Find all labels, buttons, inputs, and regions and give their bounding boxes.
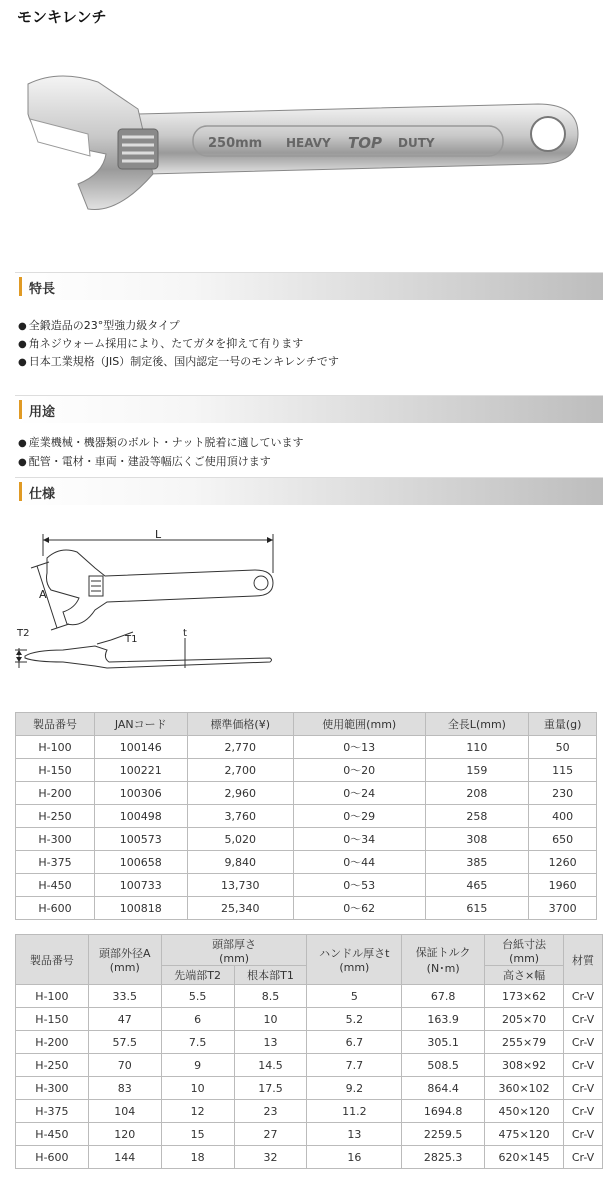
- spec-table-pricing: [15, 712, 597, 920]
- table-cell: 6: [161, 1008, 234, 1031]
- section-header-uses: [15, 395, 603, 423]
- table-cell: 3700: [529, 897, 597, 920]
- table-cell: 2,960: [187, 782, 293, 805]
- table-cell: 10: [161, 1077, 234, 1100]
- table-cell: Cr-V: [564, 1054, 603, 1077]
- table-cell: Cr-V: [564, 1123, 603, 1146]
- table-cell: 144: [88, 1146, 161, 1169]
- table-cell: H-300: [16, 1077, 89, 1100]
- size-mark: 250mm: [208, 136, 263, 151]
- table-row: [16, 874, 597, 897]
- table-cell: 159: [425, 759, 529, 782]
- table-cell: 25,340: [187, 897, 293, 920]
- table-row: [16, 897, 597, 920]
- table-cell: 650: [529, 828, 597, 851]
- dimension-diagram: [15, 528, 290, 683]
- table-row: [16, 1146, 603, 1169]
- table-cell: 100498: [94, 805, 187, 828]
- table-cell: 16: [307, 1146, 402, 1169]
- table-cell: 14.5: [234, 1054, 307, 1077]
- table-cell: 450×120: [485, 1100, 564, 1123]
- table-cell: H-200: [16, 782, 95, 805]
- table-row: [16, 736, 597, 759]
- table-row: [16, 1008, 603, 1031]
- table-row: [16, 1031, 603, 1054]
- table-cell: 100573: [94, 828, 187, 851]
- col-header: 標準価格(¥): [187, 713, 293, 736]
- table-cell: 5.2: [307, 1008, 402, 1031]
- table-cell: 508.5: [402, 1054, 485, 1077]
- label-L: L: [155, 528, 162, 541]
- table-row: [16, 805, 597, 828]
- col-header: 保証トルク (N･m): [402, 935, 485, 985]
- table-cell: H-200: [16, 1031, 89, 1054]
- table-cell: Cr-V: [564, 1077, 603, 1100]
- table-row: [16, 1054, 603, 1077]
- col-header: 高さ×幅: [485, 966, 564, 985]
- feature-bullet: ● 角ネジウォーム採用により、たてガタを抑えて有ります: [18, 337, 304, 350]
- table-cell: 1960: [529, 874, 597, 897]
- table-cell: 6.7: [307, 1031, 402, 1054]
- table-cell: H-450: [16, 1123, 89, 1146]
- table-cell: 23: [234, 1100, 307, 1123]
- table-cell: 1694.8: [402, 1100, 485, 1123]
- table-row: [16, 1123, 603, 1146]
- table-cell: 2,700: [187, 759, 293, 782]
- table-cell: H-150: [16, 1008, 89, 1031]
- section-label: 仕様: [29, 487, 56, 502]
- table-cell: 120: [88, 1123, 161, 1146]
- table-cell: 104: [88, 1100, 161, 1123]
- table-cell: 400: [529, 805, 597, 828]
- table-cell: 475×120: [485, 1123, 564, 1146]
- table-cell: 205×70: [485, 1008, 564, 1031]
- table-cell: 13: [234, 1031, 307, 1054]
- table-cell: 9,840: [187, 851, 293, 874]
- col-header: 使用範囲(mm): [293, 713, 425, 736]
- table-cell: 115: [529, 759, 597, 782]
- table-cell: 100658: [94, 851, 187, 874]
- spec-table-dimensions: [15, 934, 603, 1169]
- table-cell: 18: [161, 1146, 234, 1169]
- table-cell: Cr-V: [564, 1146, 603, 1169]
- table-cell: 864.4: [402, 1077, 485, 1100]
- table-cell: 5.5: [161, 985, 234, 1008]
- table-cell: H-100: [16, 985, 89, 1008]
- table-cell: 0～20: [293, 759, 425, 782]
- table-cell: 230: [529, 782, 597, 805]
- table-cell: H-375: [16, 851, 95, 874]
- table-row: [16, 828, 597, 851]
- page-title: モンキレンチ: [17, 8, 107, 26]
- table-cell: H-450: [16, 874, 95, 897]
- feature-bullet: ● 日本工業規格（JIS）制定後、国内認定一号のモンキレンチです: [18, 355, 339, 368]
- table-cell: Cr-V: [564, 1008, 603, 1031]
- col-header: ハンドル厚さt (mm): [307, 935, 402, 985]
- table-cell: 0～44: [293, 851, 425, 874]
- table-cell: 1260: [529, 851, 597, 874]
- use-bullet: ● 産業機械・機器類のボルト・ナット脱着に適しています: [18, 436, 304, 449]
- table-cell: 163.9: [402, 1008, 485, 1031]
- table-cell: 100733: [94, 874, 187, 897]
- table-cell: 17.5: [234, 1077, 307, 1100]
- table-cell: H-600: [16, 1146, 89, 1169]
- table-cell: H-375: [16, 1100, 89, 1123]
- table-cell: 208: [425, 782, 529, 805]
- table-cell: 0～34: [293, 828, 425, 851]
- col-header: 台紙寸法 (mm): [485, 935, 564, 966]
- table-cell: 50: [529, 736, 597, 759]
- brand-right: DUTY: [398, 136, 435, 150]
- table-cell: 255×79: [485, 1031, 564, 1054]
- table-cell: 0～24: [293, 782, 425, 805]
- table-cell: 13,730: [187, 874, 293, 897]
- table-row: [16, 1100, 603, 1123]
- table-row: [16, 1077, 603, 1100]
- table-cell: 0～29: [293, 805, 425, 828]
- table-cell: H-300: [16, 828, 95, 851]
- table-cell: 13: [307, 1123, 402, 1146]
- table-cell: 100146: [94, 736, 187, 759]
- col-header: 根本部T1: [234, 966, 307, 985]
- table-cell: 2,770: [187, 736, 293, 759]
- col-header: 頭部外径A (mm): [88, 935, 161, 985]
- table-row: [16, 985, 603, 1008]
- section-label: 用途: [29, 405, 56, 420]
- table-cell: 258: [425, 805, 529, 828]
- label-T2: T2: [17, 628, 30, 639]
- section-header-features: [15, 272, 603, 300]
- col-header: 製品番号: [16, 713, 95, 736]
- table-cell: 7.5: [161, 1031, 234, 1054]
- col-header: 材質: [564, 935, 603, 985]
- label-A: A: [39, 588, 47, 601]
- label-t: t: [183, 628, 187, 639]
- table-cell: 9.2: [307, 1077, 402, 1100]
- col-header: 重量(g): [529, 713, 597, 736]
- table-cell: 8.5: [234, 985, 307, 1008]
- table-cell: 308: [425, 828, 529, 851]
- table-cell: 0～62: [293, 897, 425, 920]
- table-cell: 100306: [94, 782, 187, 805]
- section-header-specs: [15, 477, 603, 505]
- section-label: 特長: [29, 282, 56, 297]
- table-cell: 100221: [94, 759, 187, 782]
- table-cell: H-250: [16, 805, 95, 828]
- table-cell: Cr-V: [564, 1100, 603, 1123]
- table-cell: 47: [88, 1008, 161, 1031]
- table-cell: H-250: [16, 1054, 89, 1077]
- table-cell: 83: [88, 1077, 161, 1100]
- table-row: [16, 759, 597, 782]
- brand-logo: TOP: [348, 134, 382, 152]
- table-cell: 620×145: [485, 1146, 564, 1169]
- col-header: 製品番号: [16, 935, 89, 985]
- table-cell: 5: [307, 985, 402, 1008]
- table-cell: 2825.3: [402, 1146, 485, 1169]
- table-cell: 5,020: [187, 828, 293, 851]
- table-cell: 11.2: [307, 1100, 402, 1123]
- table-cell: 615: [425, 897, 529, 920]
- col-header: 全長L(mm): [425, 713, 529, 736]
- table-cell: 385: [425, 851, 529, 874]
- feature-bullet: ● 全鍛造品の23°型強力級タイプ: [18, 319, 180, 332]
- use-bullet: ● 配管・電材・車両・建設等幅広くご使用頂けます: [18, 455, 271, 468]
- table-cell: 173×62: [485, 985, 564, 1008]
- table-cell: H-150: [16, 759, 95, 782]
- table-row: [16, 851, 597, 874]
- col-header: 頭部厚さ (mm): [161, 935, 307, 966]
- table-cell: 32: [234, 1146, 307, 1169]
- table-cell: 7.7: [307, 1054, 402, 1077]
- table-row: [16, 782, 597, 805]
- table-cell: 33.5: [88, 985, 161, 1008]
- table-cell: Cr-V: [564, 985, 603, 1008]
- table-cell: 27: [234, 1123, 307, 1146]
- table-cell: H-100: [16, 736, 95, 759]
- wrench-product-image: [18, 64, 588, 224]
- table-cell: 67.8: [402, 985, 485, 1008]
- table-cell: 2259.5: [402, 1123, 485, 1146]
- table-cell: 0～13: [293, 736, 425, 759]
- table-cell: 0～53: [293, 874, 425, 897]
- table-cell: 360×102: [485, 1077, 564, 1100]
- brand-left: HEAVY: [286, 136, 331, 150]
- table-cell: 15: [161, 1123, 234, 1146]
- col-header: 先端部T2: [161, 966, 234, 985]
- table-cell: 100818: [94, 897, 187, 920]
- table-cell: H-600: [16, 897, 95, 920]
- table-cell: 12: [161, 1100, 234, 1123]
- table-cell: 110: [425, 736, 529, 759]
- table-cell: 305.1: [402, 1031, 485, 1054]
- table-cell: 70: [88, 1054, 161, 1077]
- col-header: JANコード: [94, 713, 187, 736]
- table-cell: 465: [425, 874, 529, 897]
- table-cell: 57.5: [88, 1031, 161, 1054]
- table-cell: 9: [161, 1054, 234, 1077]
- label-T1: T1: [125, 634, 138, 645]
- table-cell: Cr-V: [564, 1031, 603, 1054]
- table-cell: 3,760: [187, 805, 293, 828]
- table-cell: 308×92: [485, 1054, 564, 1077]
- table-cell: 10: [234, 1008, 307, 1031]
